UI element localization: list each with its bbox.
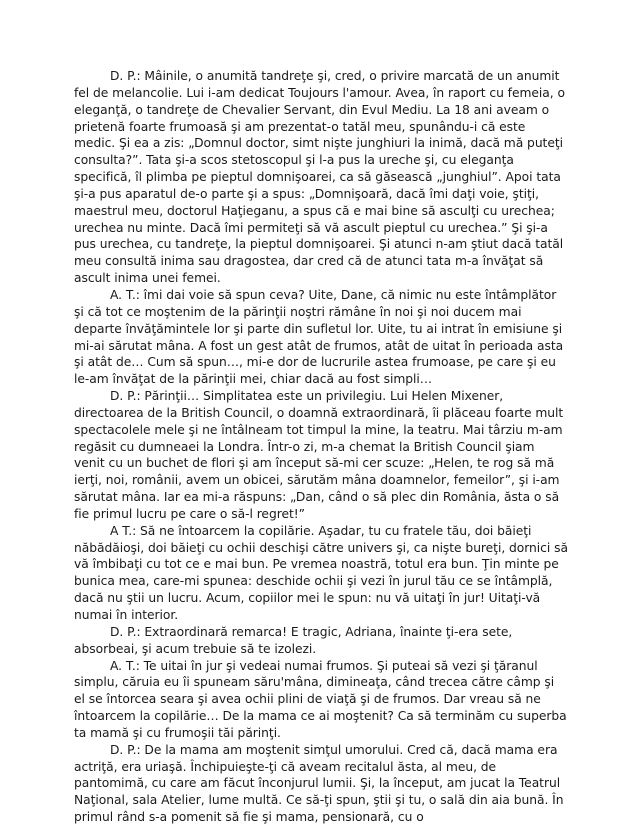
paragraph-4: A T.: Să ne întoarcem la copilărie. Aşadar, tu cu fratele tău, doi băieţi năbădăioşi, doi băieţi cu ochii deschişi către univers şi, ca nişte bureţi, dornici să vă îmbibaţi cu tot ce e mai bun. Pe vremea noastră, totul era bun. Ţin minte pe bunica mea, care-mi spunea: deschide ochii şi vezi în jurul tău ce se întâmplă, dacă nu ştii un lucru. Acum, copiilor mei le spun: nu vă uitaţi în jur! Uitaţi-vă numai în interior. bbox=[74, 523, 568, 622]
paragraph-3: D. P.: Părinţii… Simplitatea este un privilegiu. Lui Helen Mixener, directoarea de la British Council, o doamnă extraordinară, îi plăceau foarte mult spectacolele mele şi ne întâlneam tot timpul la mine, la teatru. Mai târziu m-am regăsit cu dumneaei la Londra. Într-o zi, m-a chemat la British Council şiam venit cu un buchet de flori şi am început să-mi cer scuze: „Helen, te rog să mă ierţi, noi, românii, avem un obicei, sărutăm mâna doamnelor, femeilor”, şi i-am sărutat mâna. Iar ea mi-a răspuns: „Dan, când o să plec din România, ăsta o să fie primul lucru pe care o să-l regret!” bbox=[74, 389, 564, 521]
paragraph-1: D. P.: Mâinile, o anumită tandreţe şi, cred, o privire marcată de un anumit fel de melancolie. Lui i-am dedicat Toujours l'amour. Avea, în raport cu femeia, o eleganţă, o tandreţe de Chevalier Servant, din Evul Mediu. La 18 ani aveam o prietenă foarte frumoasă şi am prezentat-o tatăl meu, spunându-i că este medic. Şi ea a zis: „Domnul doctor, simt nişte junghiuri la inimă, dacă mă puteţi consulta?”. Tata şi-a scos stetoscopul şi l-a pus la ureche şi, cu eleganţa specifică, îl plimba pe pieptul domnişoarei, ca să găsească „junghiul”. Apoi tata şi-a pus aparatul de-o parte şi a spus: „Domnişoară, dacă îmi daţi voie, ştiţi, maestrul meu, doctorul Haţieganu, a spus că e mai bine să asculţi cu urechea; urechea nu minte. Dacă îmi permiteţi să vă ascult pieptul cu urechea.” Şi şi-a pus urechea, cu tandreţe, la pieptul domnişoarei. Şi atunci n-am ştiut dacă tatăl meu consultă inima sau dragostea, dar cred că de atunci tata m-a învăţat să ascult inima unei femei. bbox=[74, 69, 565, 286]
paragraph-7: D. P.: De la mama am moştenit simţul umorului. Cred că, dacă mama era actriţă, era uriaşă. Închipuieşte-ţi că aveam recitalul ăsta, al meu, de pantomimă, cu care am făcut înconjurul lumii. Şi, la început, am jucat la Teatrul Naţional, sala Atelier, lume multă. Ce să-ţi spun, ştii şi tu, o sală din aia bună. În primul rând s-a pomenit să fie şi mama, pensionară, cu o bbox=[74, 742, 564, 825]
paragraph-5: D. P.: Extraordinară remarca! E tragic, Adriana, înainte ţi-era sete, absorbeai, şi acum trebuie să te izolezi. bbox=[74, 624, 513, 656]
document-page bbox=[74, 68, 568, 826]
paragraph-2: A. T.: îmi dai voie să spun ceva? Uite, Dane, că nimic nu este întâmplător şi că tot ce moştenim de la părinţii noştri rămâne în noi şi noi ducem mai departe învăţămintele lor şi parte din sufletul lor. Uite, tu ai intrat în emisiune şi mi-ai sărutat mâna. A fost un gest atât de frumos, atât de uitat în perioada asta şi atât de… Cum să spun…, mi-e dor de lucrurile astea frumoase, pe care şi eu le-am învăţat de la părinţii mei, chiar dacă au fost simpli… bbox=[74, 287, 564, 387]
paragraph-6: A. T.: Te uitai în jur şi vedeai numai frumos. Şi puteai să vezi şi ţăranul simplu, căruia eu îi spuneam săru'mâna, dimineaţa, când trecea către câmp şi el se întorcea seara şi avea ochii plini de viaţă şi de frumos. Dar vreau să ne întoarcem la copilărie… De la mama ce ai moştenit? Ca să terminăm cu superba ta mamă şi cu frumoşii tăi părinţi. bbox=[74, 658, 567, 740]
